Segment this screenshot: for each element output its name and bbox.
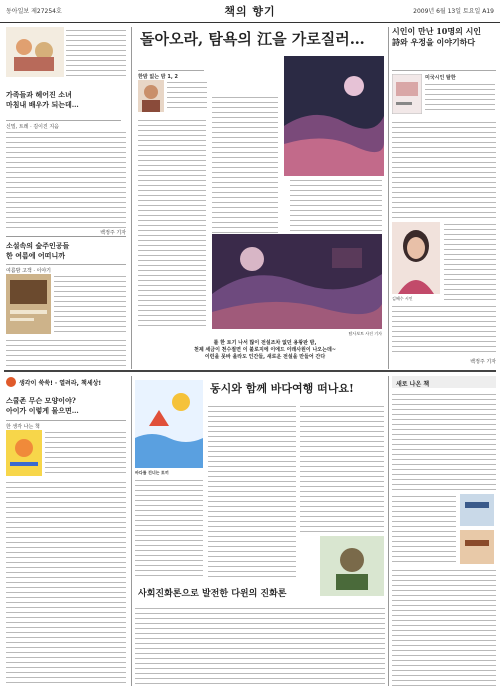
- bottom-center-text-4: [135, 606, 385, 686]
- right-article-text-3: [392, 304, 496, 356]
- feature-photo-main: [212, 234, 382, 329]
- top-left-blurb: [66, 28, 126, 76]
- masthead: [0, 0, 500, 23]
- right-book-cover: [392, 74, 422, 114]
- bottom-center-book-caption: 바다를 건너는 토끼: [135, 470, 169, 475]
- top-left-sub-text-2: [6, 338, 126, 366]
- bottom-left-text-1: [45, 430, 126, 476]
- sea-illustration: [135, 380, 203, 468]
- issue-date: 2009년 6월 13일 토요일 A19: [413, 8, 494, 15]
- top-left-illustration: [6, 27, 64, 77]
- top-left-sub-byline: 여름밤 고객 · 이야기: [6, 264, 126, 274]
- right-headline: 시인이 만난 10명의 시인 詩와 우정을 이야기하다: [392, 26, 482, 47]
- right-book-info: [425, 82, 495, 114]
- top-left-headline: 가족들과 헤어진 소녀 마침내 배우가 되는데…: [6, 90, 79, 109]
- column-rule: [131, 376, 132, 686]
- new-books-text-3: [392, 568, 496, 686]
- top-left-sub-text: [54, 274, 126, 334]
- bottom-left-book-cover: [6, 430, 42, 476]
- bottom-center-text-2: [208, 404, 296, 578]
- right-article-text-2: [444, 222, 496, 302]
- bottom-center-headline: 동시와 함께 바다여행 떠나요!: [210, 382, 354, 395]
- poet-photo-caption: 김혜수 시인: [392, 296, 413, 301]
- right-article-text-1: [392, 120, 496, 220]
- right-book-title: 미국시인 탈한: [425, 75, 456, 81]
- feature-photo-right: [284, 56, 384, 176]
- divider: [392, 70, 496, 71]
- feature-col-1: [138, 118, 206, 328]
- feature-book-title: 한밤 없는 밤 1, 2: [138, 70, 204, 80]
- author-photo: [138, 80, 164, 112]
- new-book-cover-1: [460, 494, 494, 564]
- bottom-left-tag: [6, 376, 126, 388]
- new-books-text-2: [392, 494, 456, 564]
- new-books-text-1: [392, 392, 496, 492]
- bottom-center-sub-headline: 사회진화론으로 발전한 다윈의 진화론: [138, 589, 287, 599]
- top-left-article-text: [6, 130, 126, 228]
- paper-name: 동아일보 제27254호: [6, 8, 62, 15]
- feature-headline: 돌아오라, 탐욕의 江을 가로질러…: [140, 30, 365, 48]
- top-left-sub-headline: 소설속의 숲주인공들 한 여름에 어떠니까: [6, 241, 70, 260]
- bottom-left-section-tag: 생각이 쑥쑥! · 열려라, 책세상!: [19, 380, 102, 387]
- new-books-title: 새로 나온 책: [396, 381, 430, 388]
- feature-bottom-line-3: 이런을 못바 올라도 인간들, 새로운 전설을 만들어 간다: [204, 354, 326, 360]
- bottom-center-text-3: [300, 404, 384, 534]
- column-rule: [388, 27, 389, 369]
- divider: [6, 236, 126, 237]
- bottom-left-byline: 한 생각 나는 책: [6, 420, 126, 430]
- star-icon: [6, 377, 16, 387]
- bottom-center-photo: [320, 536, 384, 596]
- bottom-left-headline: 스쿨존 무슨 모양이야? 아이가 이렇게 물으면…: [6, 396, 79, 415]
- top-left-credit: 백정주 기자: [100, 230, 126, 236]
- section-title: 책의 향기: [224, 5, 276, 18]
- column-rule: [131, 27, 132, 369]
- feature-bottom-line-1: 롤 한 토기 나서 많이 전설조차 없던 용왕판 밤,: [213, 340, 317, 346]
- new-books-header: [392, 376, 496, 388]
- feature-photo-caption: 탐사보트 사진 기자: [348, 331, 382, 336]
- top-left-byline: 신밀, 트레 · 김이진 지음: [6, 120, 121, 130]
- bottom-center-text-1: [135, 478, 203, 578]
- top-left-book-cover: [6, 274, 51, 334]
- right-credit: 백정주 기자: [470, 359, 496, 365]
- poet-photo: [392, 222, 440, 294]
- feature-bottom-deck: [150, 340, 380, 361]
- section-divider: [4, 370, 496, 372]
- author-bio: [167, 80, 207, 112]
- feature-bottom-line-2: 천제 세금이 천수절면 이 불로지에 이에드 이래사원이 나오는데~: [194, 347, 336, 353]
- column-rule: [388, 376, 389, 686]
- bottom-left-text-2: [6, 480, 126, 685]
